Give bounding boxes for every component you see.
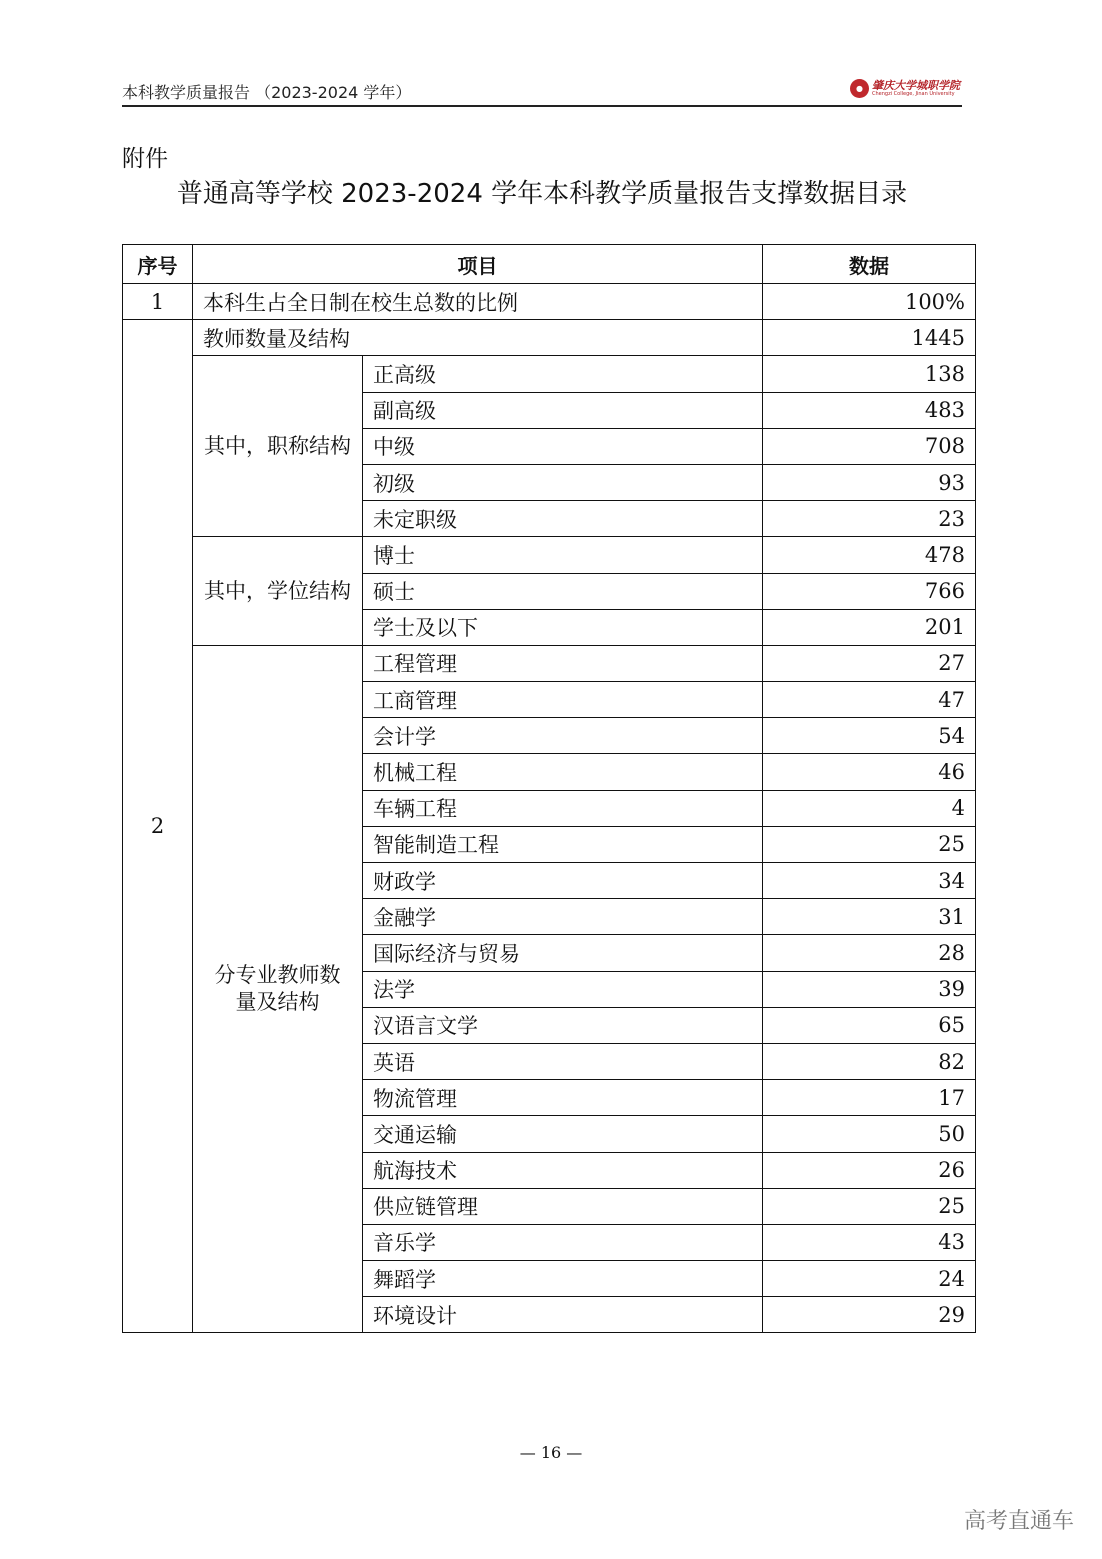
major-structure-label-line: 分专业教师数 xyxy=(214,963,341,988)
attachment-label: 附件 xyxy=(122,146,168,172)
sub-item-value: 201 xyxy=(763,609,976,645)
sub-item-label: 硕士 xyxy=(363,573,763,609)
sub-item-label: 初级 xyxy=(363,464,763,500)
sub-item-value: 28 xyxy=(763,935,976,971)
degree-structure-label-line: 其中，学位结构 xyxy=(204,578,351,603)
sub-item-value: 766 xyxy=(763,573,976,609)
row-item: 教师数量及结构 xyxy=(193,320,763,356)
sub-item-label: 副高级 xyxy=(363,392,763,428)
sub-item-label: 供应链管理 xyxy=(363,1188,763,1224)
sub-item-value: 478 xyxy=(763,537,976,573)
sub-item-label: 法学 xyxy=(363,971,763,1007)
sub-item-value: 54 xyxy=(763,718,976,754)
logo-subtext: Chengzi College, Jinan University xyxy=(872,90,955,97)
major-structure-label-line: 量及结构 xyxy=(235,990,320,1015)
table-body xyxy=(123,284,976,1333)
sub-item-value: 27 xyxy=(763,645,976,681)
sub-item-label: 物流管理 xyxy=(363,1080,763,1116)
school-seal-icon: ● xyxy=(850,79,869,98)
sub-item-value: 93 xyxy=(763,464,976,500)
sub-item-label: 车辆工程 xyxy=(363,790,763,826)
degree-structure-label xyxy=(193,537,363,646)
sub-item-label: 舞蹈学 xyxy=(363,1261,763,1297)
logo-text xyxy=(872,80,960,97)
sub-item-value: 50 xyxy=(763,1116,976,1152)
header-seq: 序号 xyxy=(123,245,193,284)
row-value: 1445 xyxy=(763,320,976,356)
sub-item-value: 17 xyxy=(763,1080,976,1116)
sub-item-label: 国际经济与贸易 xyxy=(363,935,763,971)
sub-item-value: 43 xyxy=(763,1224,976,1260)
document-title: 普通高等学校 2023-2024 学年本科教学质量报告支撑数据目录 xyxy=(176,179,908,209)
page-number: — 16 — xyxy=(519,1443,583,1462)
sub-item-label: 工程管理 xyxy=(363,645,763,681)
sub-item-value: 46 xyxy=(763,754,976,790)
header-data: 数据 xyxy=(763,245,976,284)
sub-item-label: 环境设计 xyxy=(363,1297,763,1333)
logo-name: 肇庆大学城职学院 xyxy=(872,78,960,92)
sub-item-value: 138 xyxy=(763,356,976,392)
sub-item-label: 英语 xyxy=(363,1043,763,1079)
sub-item-value: 24 xyxy=(763,1261,976,1297)
sub-item-label: 智能制造工程 xyxy=(363,826,763,862)
major-structure-label xyxy=(193,645,363,1333)
data-table xyxy=(122,244,976,1333)
sub-item-label: 中级 xyxy=(363,428,763,464)
row-value: 100% xyxy=(763,284,976,320)
sub-item-value: 47 xyxy=(763,682,976,718)
table-row xyxy=(123,320,976,356)
sub-item-label: 工商管理 xyxy=(363,682,763,718)
sub-item-value: 708 xyxy=(763,428,976,464)
sub-item-value: 39 xyxy=(763,971,976,1007)
sub-item-value: 29 xyxy=(763,1297,976,1333)
sub-item-label: 金融学 xyxy=(363,899,763,935)
sub-item-label: 学士及以下 xyxy=(363,609,763,645)
sub-item-label: 正高级 xyxy=(363,356,763,392)
sub-item-value: 23 xyxy=(763,501,976,537)
sub-item-label: 汉语言文学 xyxy=(363,1007,763,1043)
sub-item-label: 航海技术 xyxy=(363,1152,763,1188)
page-header xyxy=(122,78,962,107)
sub-item-value: 65 xyxy=(763,1007,976,1043)
header-title: 本科教学质量报告 （2023-2024 学年） xyxy=(122,83,412,102)
sub-item-value: 25 xyxy=(763,826,976,862)
sub-item-value: 31 xyxy=(763,899,976,935)
table-row xyxy=(123,537,976,573)
table-row xyxy=(123,284,976,320)
table-header-row xyxy=(123,245,976,284)
sub-item-label: 会计学 xyxy=(363,718,763,754)
sub-item-label: 博士 xyxy=(363,537,763,573)
sub-item-label: 未定职级 xyxy=(363,501,763,537)
sub-item-label: 财政学 xyxy=(363,863,763,899)
sub-item-value: 25 xyxy=(763,1188,976,1224)
sub-item-value: 26 xyxy=(763,1152,976,1188)
sub-item-label: 交通运输 xyxy=(363,1116,763,1152)
title-structure-label xyxy=(193,356,363,537)
header-item: 项目 xyxy=(193,245,763,284)
school-logo xyxy=(850,76,960,100)
sub-item-label: 机械工程 xyxy=(363,754,763,790)
row-item: 本科生占全日制在校生总数的比例 xyxy=(193,284,763,320)
row-seq: 2 xyxy=(123,320,193,1333)
sub-item-value: 483 xyxy=(763,392,976,428)
sub-item-label: 音乐学 xyxy=(363,1224,763,1260)
table-row xyxy=(123,645,976,681)
sub-item-value: 82 xyxy=(763,1043,976,1079)
table-row xyxy=(123,356,976,392)
row-seq: 1 xyxy=(123,284,193,320)
sub-item-value: 34 xyxy=(763,863,976,899)
watermark: 高考直通车 xyxy=(963,1509,1074,1534)
sub-item-value: 4 xyxy=(763,790,976,826)
title-structure-label-line: 其中，职称结构 xyxy=(204,433,351,458)
